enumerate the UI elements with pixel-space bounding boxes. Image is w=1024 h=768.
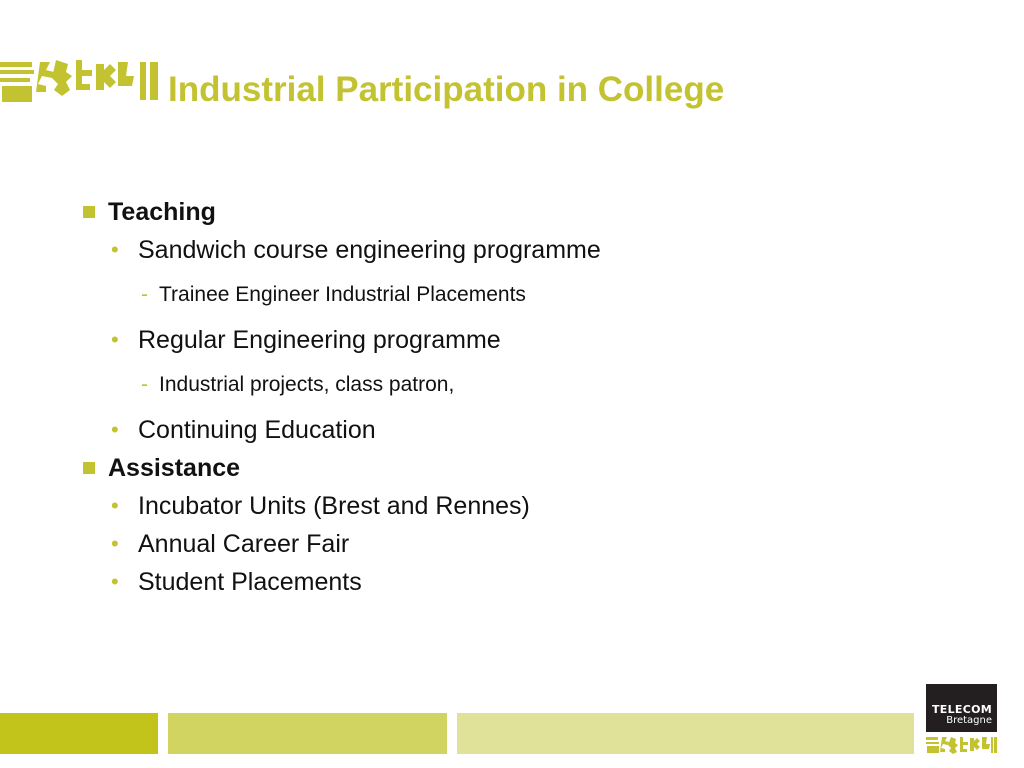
list-item-label: Sandwich course engineering programme [138, 235, 601, 264]
calligraphy-small-logo-icon [926, 736, 997, 754]
footer-bar-1 [0, 713, 158, 754]
sub-list-item [80, 359, 940, 411]
brand-line-1: TELECOM [932, 703, 993, 716]
list-item [80, 487, 940, 525]
section-heading-label: Teaching [108, 197, 216, 226]
slide-content [80, 193, 940, 601]
dash-bullet-icon: - [141, 283, 148, 306]
list-item-label: Continuing Education [138, 415, 376, 444]
dash-bullet-icon: - [141, 373, 148, 396]
bullet-dot-icon: • [111, 569, 119, 594]
list-item [80, 525, 940, 563]
telecom-bretagne-logo-icon [926, 684, 997, 732]
slide-title: Industrial Participation in College [168, 70, 725, 109]
brand-line-2: Bretagne [946, 715, 992, 726]
section-heading-label: Assistance [108, 453, 241, 482]
bullet-dot-icon: • [111, 327, 119, 352]
footer-bar-3 [457, 713, 914, 754]
bullet-dot-icon: • [111, 493, 119, 518]
footer-bar-2 [168, 713, 447, 754]
section-heading-teaching [80, 193, 940, 231]
list-item [80, 411, 940, 449]
list-item [80, 563, 940, 601]
square-bullet-icon [83, 206, 95, 218]
square-bullet-icon [83, 462, 95, 474]
sub-list-item [80, 269, 940, 321]
bullet-dot-icon: • [111, 417, 119, 442]
sub-list-item-label: Industrial projects, class patron, [159, 373, 455, 396]
list-item-label: Incubator Units (Brest and Rennes) [138, 491, 530, 520]
bullet-dot-icon: • [111, 531, 119, 556]
section-heading-assistance [80, 449, 940, 487]
list-item-label: Regular Engineering programme [138, 325, 501, 354]
list-item-label: Student Placements [138, 567, 362, 596]
list-item [80, 231, 940, 269]
bullet-dot-icon: • [111, 237, 119, 262]
list-item [80, 321, 940, 359]
sub-list-item-label: Trainee Engineer Industrial Placements [159, 283, 526, 306]
list-item-label: Annual Career Fair [138, 529, 350, 558]
calligraphy-logo-icon [0, 58, 160, 104]
